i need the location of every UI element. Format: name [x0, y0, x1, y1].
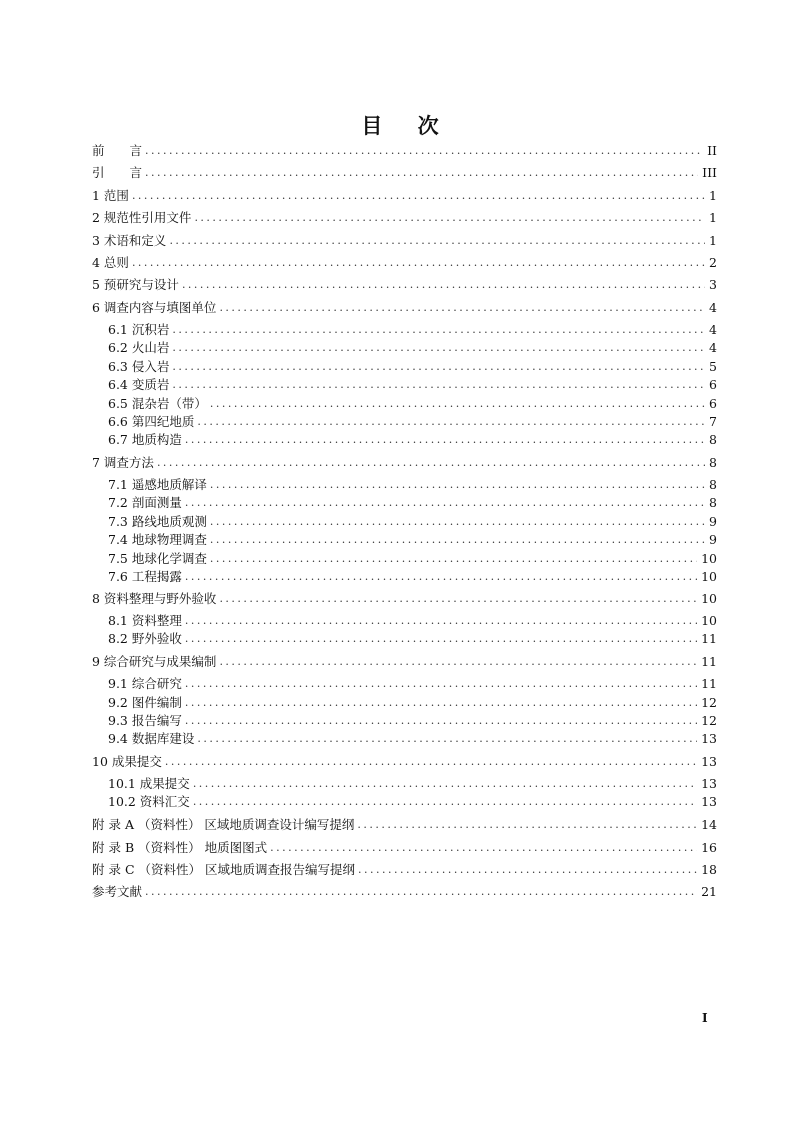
- toc-entry-page: 10: [701, 551, 717, 566]
- toc-entry-page: 8: [709, 495, 717, 510]
- toc-entry-label: 7.2 剖面测量: [108, 495, 182, 510]
- toc-entry[interactable]: [92, 210, 717, 226]
- toc-entry-label: 8.1 资料整理: [108, 613, 182, 628]
- dot-leader: [357, 817, 697, 833]
- toc-entry-page: 1: [709, 233, 717, 248]
- toc-entry-page: 7: [709, 414, 717, 429]
- toc-entry-label: 6.5 混杂岩（带）: [108, 396, 207, 411]
- dot-leader: [172, 359, 705, 375]
- dot-leader: [172, 340, 705, 356]
- dot-leader: [197, 731, 697, 747]
- toc-entry[interactable]: [92, 713, 717, 729]
- toc-entry-label: 9.3 报告编写: [108, 713, 182, 728]
- toc-entry-page: 1: [709, 210, 717, 225]
- toc-entry-label: 附 录 B （资料性） 地质图图式: [92, 840, 268, 855]
- dot-leader: [219, 300, 705, 316]
- toc-entry-page: 3: [709, 277, 717, 292]
- toc-entry-page: II: [707, 143, 717, 158]
- toc-entry-page: 2: [709, 255, 717, 270]
- toc-entry-label: 7.5 地球化学调查: [108, 551, 207, 566]
- toc-entry-label: 附 录 A （资料性） 区域地质调查设计编写提纲: [92, 817, 355, 832]
- dot-leader: [172, 322, 705, 338]
- dot-leader: [185, 432, 705, 448]
- toc-entry-page: 16: [701, 840, 717, 855]
- dot-leader: [145, 143, 703, 159]
- toc-entry-label: 6.7 地质构造: [108, 432, 182, 447]
- toc-entry-page: 10: [701, 591, 717, 606]
- toc-entry-page: 8: [709, 477, 717, 492]
- dot-leader: [210, 396, 705, 412]
- toc-entry[interactable]: [92, 322, 717, 338]
- dot-leader: [145, 884, 697, 900]
- dot-leader: [157, 455, 705, 471]
- toc-entry[interactable]: [92, 840, 717, 856]
- toc-entry[interactable]: [92, 591, 717, 607]
- dot-leader: [145, 165, 698, 181]
- toc-entry-page: 11: [701, 654, 717, 669]
- toc-entry[interactable]: [92, 654, 717, 670]
- toc-entry-page: 6: [709, 377, 717, 392]
- toc-entry-page: 11: [701, 631, 717, 646]
- dot-leader: [185, 569, 697, 585]
- toc-entry[interactable]: [92, 396, 717, 412]
- toc-entry[interactable]: [92, 495, 717, 511]
- dot-leader: [358, 862, 697, 878]
- toc-entry-label: 9.1 综合研究: [108, 676, 182, 691]
- toc-entry[interactable]: [92, 233, 717, 249]
- toc-entry-page: 4: [709, 322, 717, 337]
- toc-entry-label: 6.1 沉积岩: [108, 322, 170, 337]
- toc-entry[interactable]: [92, 340, 717, 356]
- dot-leader: [210, 551, 697, 567]
- dot-leader: [185, 676, 697, 692]
- toc-entry[interactable]: [92, 695, 717, 711]
- toc-entry[interactable]: [92, 277, 717, 293]
- toc-entry-page: 12: [701, 713, 717, 728]
- dot-leader: [182, 277, 705, 293]
- toc-entry-page: 13: [701, 754, 717, 769]
- dot-leader: [185, 631, 697, 647]
- toc-entry-label: 4 总则: [92, 255, 129, 270]
- toc-entry-page: 13: [701, 731, 717, 746]
- toc-entry[interactable]: [92, 551, 717, 567]
- toc-entry-label: 8 资料整理与野外验收: [92, 591, 217, 606]
- toc-entry-page: 4: [709, 300, 717, 315]
- toc-entry-label: 5 预研究与设计: [92, 277, 179, 292]
- toc-entry[interactable]: [92, 414, 717, 430]
- toc-entry-page: 14: [701, 817, 717, 832]
- toc-entry[interactable]: [92, 455, 717, 471]
- toc-entry[interactable]: [92, 569, 717, 585]
- dot-leader: [172, 377, 705, 393]
- toc-entry-page: 12: [701, 695, 717, 710]
- dot-leader: [194, 210, 705, 226]
- toc-entry-label: 7.6 工程揭露: [108, 569, 182, 584]
- toc-entry-page: 6: [709, 396, 717, 411]
- toc-entry-page: 4: [709, 340, 717, 355]
- dot-leader: [185, 695, 697, 711]
- toc-entry-page: 1: [709, 188, 717, 203]
- toc-entry-page: 21: [701, 884, 717, 899]
- toc-entry-page: 18: [701, 862, 717, 877]
- toc-entry[interactable]: [92, 862, 717, 878]
- toc-entry-label: 参考文献: [92, 884, 143, 899]
- toc-entry[interactable]: [92, 731, 717, 747]
- toc-entry-label: 7 调查方法: [92, 455, 154, 470]
- toc-entry-page: 10: [701, 613, 717, 628]
- toc-entry-label: 9 综合研究与成果编制: [92, 654, 217, 669]
- toc-entry[interactable]: [92, 776, 717, 792]
- toc-entry-page: 10: [701, 569, 717, 584]
- dot-leader: [210, 532, 705, 548]
- toc-entry-page: 8: [709, 432, 717, 447]
- toc-entry-label: 8.2 野外验收: [108, 631, 182, 646]
- toc-entry[interactable]: [92, 359, 717, 375]
- dot-leader: [219, 654, 697, 670]
- toc-entry[interactable]: [92, 377, 717, 393]
- dot-leader: [193, 776, 697, 792]
- dot-leader: [210, 514, 705, 530]
- toc-entry-label: 9.2 图件编制: [108, 695, 182, 710]
- toc-entry-label: 9.4 数据库建设: [108, 731, 195, 746]
- toc-entry-label: 6.4 变质岩: [108, 377, 170, 392]
- toc-entry-label: 10.2 资料汇交: [108, 794, 190, 809]
- toc-entry[interactable]: [92, 613, 717, 629]
- toc-entry-label: 10.1 成果提交: [108, 776, 190, 791]
- toc-entry-label: 7.3 路线地质观测: [108, 514, 207, 529]
- toc-entry-label: 10 成果提交: [92, 754, 162, 769]
- page-title: 目 次: [361, 114, 453, 138]
- toc-entry[interactable]: [92, 255, 717, 271]
- toc-entry[interactable]: [92, 143, 717, 159]
- toc-entry-label: 7.1 遥感地质解译: [108, 477, 207, 492]
- toc-entry-label: 2 规范性引用文件: [92, 210, 192, 225]
- dot-leader: [185, 495, 705, 511]
- toc-entry-label: 3 术语和定义: [92, 233, 167, 248]
- toc-entry-page: 11: [701, 676, 717, 691]
- toc-entry[interactable]: [92, 165, 717, 181]
- toc-entry[interactable]: [92, 514, 717, 530]
- toc-entry[interactable]: [92, 817, 717, 833]
- toc-entry-label: 6 调查内容与填图单位: [92, 300, 217, 315]
- toc-entry-page: 9: [709, 532, 717, 547]
- dot-leader: [165, 754, 697, 770]
- dot-leader: [185, 713, 697, 729]
- toc-entry-page: 5: [709, 359, 717, 374]
- toc-entry-label: 引 言: [92, 165, 143, 180]
- dot-leader: [132, 188, 705, 204]
- dot-leader: [132, 255, 705, 271]
- toc-entry-label: 6.6 第四纪地质: [108, 414, 195, 429]
- toc-entry-label: 7.4 地球物理调查: [108, 532, 207, 547]
- toc-entry[interactable]: [92, 532, 717, 548]
- dot-leader: [210, 477, 705, 493]
- dot-leader: [197, 414, 705, 430]
- toc-entry[interactable]: [92, 631, 717, 647]
- toc-entry[interactable]: [92, 188, 717, 204]
- toc-entry-label: 1 范围: [92, 188, 129, 203]
- toc-entry-page: 8: [709, 455, 717, 470]
- toc-entry-page: 13: [701, 776, 717, 791]
- toc-entry-label: 前 言: [92, 143, 143, 158]
- toc-entry[interactable]: [92, 300, 717, 316]
- dot-leader: [270, 840, 697, 856]
- toc-entry[interactable]: [92, 794, 717, 810]
- dot-leader: [185, 613, 697, 629]
- dot-leader: [219, 591, 697, 607]
- toc-entry-page: III: [702, 165, 717, 180]
- toc-entry-label: 附 录 C （资料性） 区域地质调查报告编写提纲: [92, 862, 355, 877]
- toc-entry[interactable]: [92, 676, 717, 692]
- toc-entry-page: 9: [709, 514, 717, 529]
- dot-leader: [169, 233, 705, 249]
- dot-leader: [193, 794, 697, 810]
- page-number: I: [702, 1011, 708, 1025]
- toc-entry-label: 6.2 火山岩: [108, 340, 170, 355]
- toc-entry[interactable]: [92, 754, 717, 770]
- toc-entry-page: 13: [701, 794, 717, 809]
- toc-entry[interactable]: [92, 477, 717, 493]
- toc-entry-label: 6.3 侵入岩: [108, 359, 170, 374]
- toc-entry[interactable]: [92, 432, 717, 448]
- toc-entry[interactable]: [92, 884, 717, 900]
